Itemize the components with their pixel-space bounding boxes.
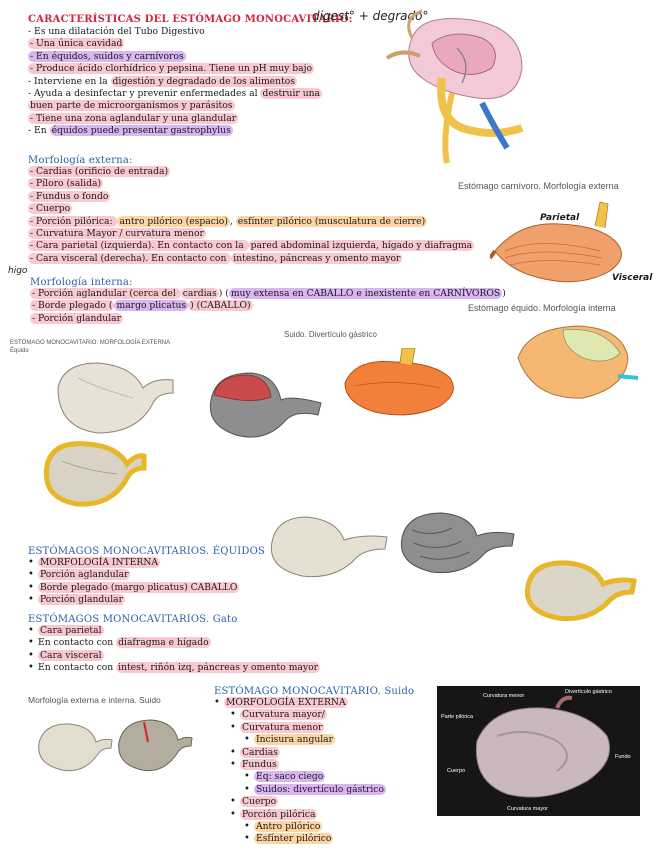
text-line bbox=[28, 63, 353, 75]
equine-stomach-internal-figure bbox=[508, 318, 638, 406]
section-title: Morfología interna: bbox=[30, 277, 133, 288]
highlight: - Cuerpo bbox=[30, 203, 71, 215]
highlight: diafragma e hígado bbox=[118, 637, 209, 649]
list-item bbox=[244, 734, 414, 746]
list-item bbox=[28, 557, 265, 569]
highlight: Borde plegado (margo plicatus) CABALLO bbox=[40, 581, 238, 593]
highlight: - Porción pilórica: bbox=[30, 215, 116, 227]
highlight: intestino, páncreas y omento mayor bbox=[233, 252, 401, 264]
text-line bbox=[28, 51, 353, 63]
section-caracteristicas bbox=[28, 14, 353, 138]
highlight: - Produce ácido clorhídrico y pepsina. Tiene un pH muy bajo bbox=[30, 63, 313, 75]
text-line bbox=[28, 191, 474, 203]
highlight: Cara parietal bbox=[40, 625, 102, 636]
figure-caption: Estómago carnívoro. Morfología externa bbox=[458, 181, 619, 191]
highlight: - Borde plegado ( bbox=[32, 300, 113, 312]
text-line bbox=[30, 313, 506, 325]
label-parietal: Parietal bbox=[540, 213, 580, 223]
section-gato bbox=[28, 614, 320, 675]
highlight: Eq: saco ciego bbox=[256, 771, 324, 783]
figure-caption: Suido. Divertículo gástrico bbox=[284, 330, 377, 339]
list-item: • En contacto con intest, riñón izq, páncreas y omento mayor bbox=[28, 662, 320, 674]
list-item bbox=[230, 809, 414, 821]
pig-stomach-external-figure bbox=[34, 718, 114, 778]
highlight: digestión y degradado de los alimentos bbox=[112, 75, 295, 87]
highlight: - En équidos, suidos y carnívoros bbox=[30, 50, 184, 62]
highlight: antro pilórico (espacio) bbox=[119, 215, 228, 227]
highlight: - Cara parietal (izquierda). En contacto con la bbox=[30, 240, 247, 252]
list-item bbox=[230, 722, 414, 734]
stomach-glandular-figure bbox=[206, 365, 326, 445]
text-line bbox=[28, 228, 474, 240]
section-title: ESTÓMAGO MONOCAVITARIO. Suido bbox=[214, 686, 415, 697]
figure-caption: ESTÓMAGO MONOCAVITARIO: MORFOLOGÍA EXTERNA bbox=[10, 340, 171, 346]
highlight: - Una única cavidad bbox=[30, 38, 123, 50]
highlight: ) (CABALLO) bbox=[190, 300, 251, 312]
list-item bbox=[230, 796, 414, 808]
highlight: Esfínter pilórico bbox=[256, 833, 332, 845]
text-line bbox=[28, 166, 474, 178]
highlight: - Porción glandular bbox=[32, 312, 122, 324]
stomach-folds-figure bbox=[392, 508, 517, 578]
section-title: ESTÓMAGOS MONOCAVITARIOS. Gato bbox=[28, 614, 238, 625]
pig-stomach-figure bbox=[340, 348, 460, 423]
text-line bbox=[28, 203, 474, 215]
figure-caption: Estómago équido. Morfología interna bbox=[468, 303, 616, 313]
list-item bbox=[28, 594, 265, 606]
handwritten-note: digest° + degradó° bbox=[312, 9, 429, 23]
text-line bbox=[30, 300, 506, 312]
highlight: Antro pilórico bbox=[256, 821, 321, 833]
highlight: Cara visceral bbox=[40, 649, 102, 661]
specimen-photo bbox=[437, 686, 640, 816]
list-item bbox=[28, 650, 320, 662]
highlight: muy extensa en CABALLO e inexistente en CARNÍVOROS bbox=[230, 288, 501, 299]
highlight: cardias bbox=[182, 288, 217, 299]
highlight: Cardias bbox=[242, 746, 278, 758]
stomach-external-figure bbox=[48, 358, 178, 438]
highlight: - Píloro (salida) bbox=[30, 178, 102, 190]
list-item bbox=[28, 569, 265, 581]
list-item bbox=[28, 582, 265, 594]
photo-label: Parte pilórica bbox=[441, 714, 474, 720]
section-title: CARACTERÍSTICAS DEL ESTÓMAGO MONOCAVITARIO: bbox=[28, 14, 353, 25]
text-line: - Porción aglandular (cerca del cardias ) ( muy extensa en CABALLO e inexistente en CARNÍVOROS ) bbox=[32, 288, 506, 299]
highlight: - Cara visceral (derecha). En contacto con bbox=[30, 252, 230, 264]
list-item: • En contacto con diafragma e hígado bbox=[28, 637, 320, 649]
highlight: - Porción aglandular (cerca del bbox=[32, 288, 179, 299]
highlight: - Tiene una zona aglandular y una glandular bbox=[30, 112, 237, 124]
photo-label: Curvatura mayor bbox=[507, 806, 548, 812]
list-item bbox=[244, 784, 414, 796]
text-line: - Es una dilatación del Tubo Digestivo bbox=[28, 26, 205, 37]
stomach-external-figure-2 bbox=[262, 512, 392, 582]
highlight: intest, riñón izq, páncreas y omento mayor bbox=[118, 662, 318, 674]
label-visceral: Visceral bbox=[612, 273, 653, 283]
highlight: - Cardias (orificio de entrada) bbox=[30, 166, 169, 177]
section-suido bbox=[214, 686, 414, 846]
list-item bbox=[244, 833, 414, 845]
digestive-tract-diagram bbox=[382, 8, 532, 168]
section-morfologia-interna bbox=[30, 277, 506, 325]
text-line: - Ayuda a desinfectar y prevenir enfermedades al destruir una bbox=[28, 88, 321, 100]
highlight: buen parte de microorganismos y parásitos bbox=[30, 100, 233, 112]
photo-label: Fundo bbox=[615, 754, 631, 760]
figure-caption: Équido bbox=[10, 348, 29, 354]
list-item bbox=[28, 625, 320, 637]
text-line: - En équidos puede presentar gastrophylus bbox=[28, 125, 231, 137]
section-title: Morfología externa: bbox=[28, 155, 133, 166]
side-note: higo bbox=[8, 266, 28, 276]
highlight: destruir una bbox=[262, 88, 321, 100]
text-line bbox=[28, 113, 353, 125]
highlight: MORFOLOGÍA INTERNA bbox=[40, 557, 159, 568]
list-item bbox=[230, 709, 414, 721]
figure-caption: Morfología externa e interna. Suido bbox=[28, 695, 161, 705]
photo-label: Cuerpo bbox=[447, 768, 466, 774]
highlight: Suidos: divertículo gástrico bbox=[256, 783, 384, 795]
list-item bbox=[230, 747, 414, 759]
highlight: MORFOLOGÍA EXTERNA bbox=[226, 697, 346, 708]
text-line bbox=[28, 253, 474, 265]
text-line: - Interviene en la digestión y degradado de los alimentos bbox=[28, 75, 295, 87]
highlight: Incisura angular bbox=[256, 734, 334, 746]
highlight: Cuerpo bbox=[242, 796, 277, 808]
text-line: - Porción pilórica: antro pilórico (espacio) , esfínter pilórico (musculatura de cierre) bbox=[30, 215, 426, 227]
highlight: Porción pilórica bbox=[242, 808, 316, 820]
section-morfologia-externa bbox=[28, 155, 474, 265]
list-item bbox=[214, 697, 414, 709]
highlight: margo plicatus bbox=[116, 300, 187, 312]
text-line bbox=[28, 240, 474, 252]
highlight: Curvatura menor bbox=[242, 721, 323, 733]
list-item bbox=[244, 771, 414, 783]
highlight: esfínter pilórico (musculatura de cierre) bbox=[237, 215, 426, 227]
photo-label: Divertículo gástrico bbox=[565, 689, 612, 695]
stomach-internal-figure-2 bbox=[518, 556, 638, 626]
section-equidos bbox=[28, 546, 265, 607]
text-line bbox=[28, 100, 353, 112]
section-title: ESTÓMAGOS MONOCAVITARIOS. ÉQUIDOS bbox=[28, 546, 266, 557]
text-line bbox=[28, 178, 474, 190]
highlight: Curvatura mayor/ bbox=[242, 709, 325, 721]
highlight: pared abdominal izquierda, hígado y diafragma bbox=[250, 240, 473, 252]
highlight: équidos puede presentar gastrophylus bbox=[51, 125, 231, 137]
list-item bbox=[244, 821, 414, 833]
photo-label: Curvatura menor bbox=[483, 693, 525, 699]
list-item bbox=[230, 759, 414, 771]
pig-stomach-internal-figure bbox=[114, 712, 194, 778]
highlight: Fundus bbox=[242, 759, 277, 771]
highlight: Porción glandular bbox=[40, 594, 124, 606]
highlight: Porción aglandular bbox=[40, 569, 129, 581]
highlight: - Curvatura Mayor / curvatura menor bbox=[30, 228, 204, 240]
stomach-internal-figure bbox=[32, 436, 147, 511]
text-line bbox=[28, 38, 353, 50]
highlight: - Fundus o fondo bbox=[30, 190, 109, 202]
